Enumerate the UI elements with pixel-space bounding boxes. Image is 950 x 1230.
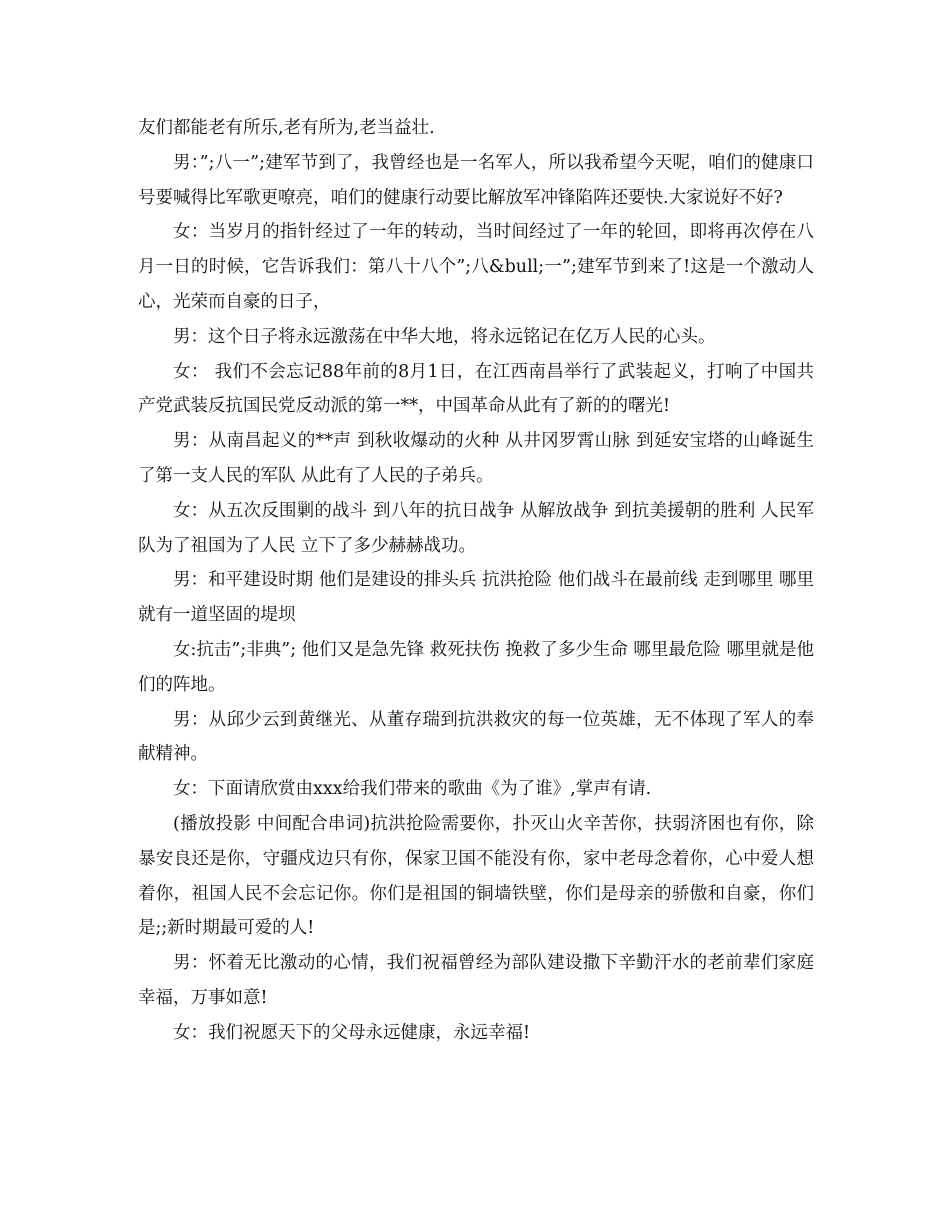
paragraph-12: (播放投影 中间配合串词)抗洪抢险需要你，扑灭山火辛苦你，扶弱济困也有你，除暴安良还是你，守疆戍边只有你，保家卫国不能没有你，家中老母念着你，心中爱人想着你，祖国人民不会忘记你。你们是祖国的铜墙铁壁，你们是母亲的骄傲和自豪，你们是;;新时期最可爱的人! xyxy=(138,813,814,939)
paragraph-5: 女： 我们不会忘记88年前的8月1日，在江西南昌举行了武装起义，打响了中国共产党武装反抗国民党反动派的第一**，中国革命从此有了新的的曙光! xyxy=(138,361,814,417)
paragraph-4: 男：这个日子将永远激荡在中华大地，将永远铭记在亿万人民的心头。 xyxy=(173,326,716,347)
paragraph-11: 女：下面请欣赏由xxx给我们带来的歌曲《为了谁》,掌声有请. xyxy=(173,779,652,800)
paragraph-8: 男：和平建设时期 他们是建设的排头兵 抗洪抢险 他们战斗在最前线 走到哪里 哪里就有一道坚固的堤坝 xyxy=(138,570,814,626)
paragraph-10: 男：从邱少云到黄继光、从董存瑞到抗洪救灾的每一位英雄，无不体现了军人的奉献精神。 xyxy=(138,709,814,765)
paragraph-3: 女：当岁月的指针经过了一年的转动，当时间经过了一年的轮回，即将再次停在八月一日的时候，它告诉我们：第八十八个”;八&bull;一”;建军节到来了!这是一个激动人心，光荣而自豪的日子， xyxy=(138,222,814,312)
paragraph-14: 女：我们祝愿天下的父母永远健康，永远幸福! xyxy=(173,1022,531,1043)
paragraph-13: 男：怀着无比激动的心情，我们祝福曾经为部队建设撒下辛勤汗水的老前辈们家庭幸福，万事如意! xyxy=(138,953,814,1008)
paragraph-9: 女:抗击”;非典”; 他们又是急先锋 救死扶伤 挽救了多少生命 哪里最危险 哪里就是他们的阵地。 xyxy=(138,639,814,695)
document-body xyxy=(138,111,814,1051)
paragraph-2: 男：”;八一”;建军节到了，我曾经也是一名军人，所以我希望今天呢，咱们的健康口号要喊得比军歌更嘹亮，咱们的健康行动要比解放军冲锋陷阵还要快.大家说好不好? xyxy=(138,152,814,208)
paragraph-6: 男：从南昌起义的**声 到秋收爆动的火种 从井冈罗霄山脉 到延安宝塔的山峰诞生了第一支人民的军队 从此有了人民的子弟兵。 xyxy=(138,431,814,486)
paragraph-1: 友们都能老有所乐,老有所为,老当益壮. xyxy=(138,118,435,138)
paragraph-7: 女：从五次反围剿的战斗 到八年的抗日战争 从解放战争 到抗美援朝的胜利 人民军队为了祖国为了人民 立下了多少赫赫战功。 xyxy=(138,500,814,556)
